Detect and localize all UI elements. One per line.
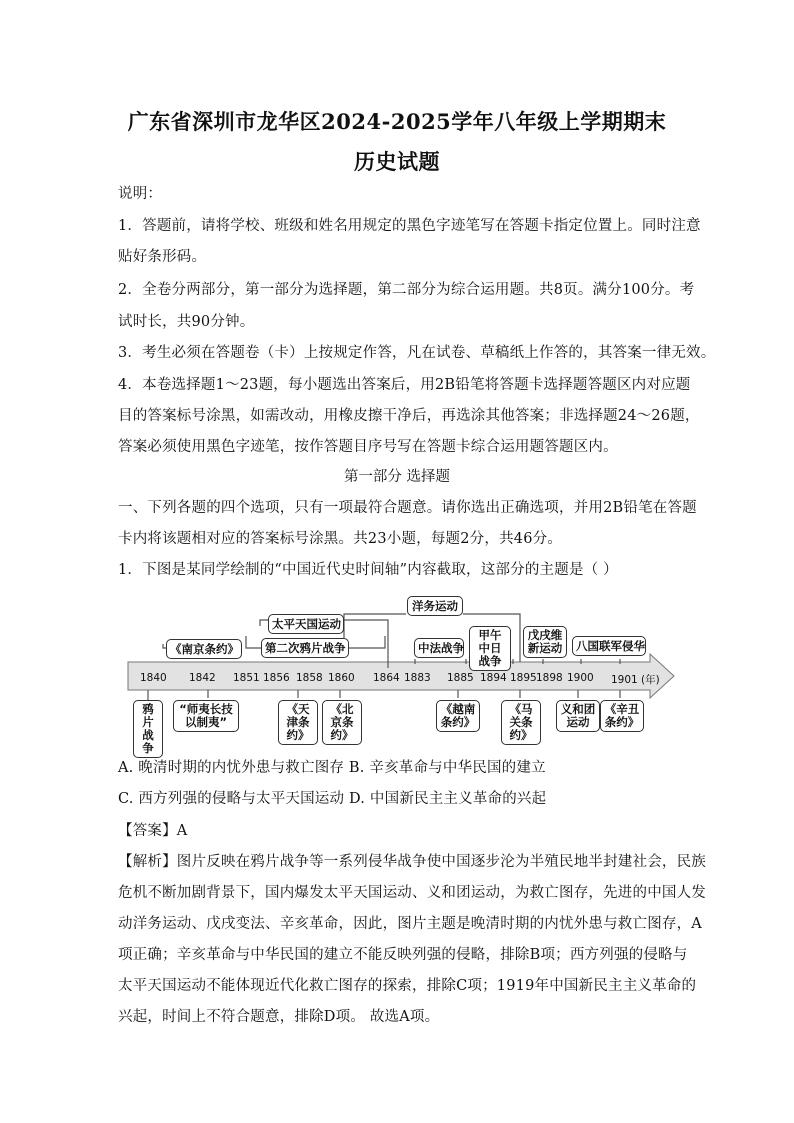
event-box: 第二次鸦片战争 <box>261 638 349 658</box>
year-label: 1851 <box>233 672 260 684</box>
event-box: 鸦片战争 <box>133 700 163 758</box>
instruction-line: 3．考生必须在答题卷（卡）上按规定作答，凡在试卷、草稿纸上作答的，其答案一律无效。 <box>118 345 716 361</box>
event-box: 《天津条约》 <box>278 700 318 745</box>
event-box: 《越南条约》 <box>436 700 480 732</box>
year-label: 1901 (年) <box>611 674 660 686</box>
section-intro-line: 卡内将该题相对应的答案标号涂黑。共23小题，每题2分，共46分。 <box>118 531 563 547</box>
analysis-line: 太平天国运动不能体现近代化救亡图存的探索，排除C项；1919年中国新民主主义革命的 <box>118 978 697 994</box>
exam-subject: 历史试题 <box>354 149 440 174</box>
timeline-figure <box>118 590 686 755</box>
event-box: 《马关条约》 <box>501 700 541 745</box>
instruction-line: 贴好条形码。 <box>118 249 207 265</box>
year-label: 1894 <box>480 672 507 684</box>
answer-option-line: C. 西方列强的侵略与太平天国运动 D. 中国新民主主义革命的兴起 <box>118 791 547 807</box>
question-stem: 1．下图是某同学绘制的“中国近代史时间轴”内容截取，这部分的主题是（ ） <box>118 562 618 578</box>
instruction-line: 试时长，共90分钟。 <box>118 314 255 330</box>
year-label: 1900 <box>567 672 594 684</box>
year-label: 1858 <box>296 672 323 684</box>
instruction-line: 目的答案标号涂黑，如需改动，用橡皮擦干净后，再选涂其他答案；非选择题24～26题， <box>118 408 700 424</box>
analysis-line: 项正确；辛亥革命与中华民国的建立不能反映列强的侵略，排除B项；西方列强的侵略与 <box>118 947 688 963</box>
instructions-heading: 说明： <box>118 186 163 202</box>
year-label: 1895 <box>510 672 537 684</box>
year-label: 1883 <box>404 672 431 684</box>
event-box: “师夷长技以制夷” <box>173 700 239 732</box>
event-box: 太平天国运动 <box>268 614 344 634</box>
event-box: 洋务运动 <box>407 596 463 616</box>
year-label: 1860 <box>328 672 355 684</box>
year-label: 1840 <box>140 672 167 684</box>
answer-label: 【答案】A <box>118 823 188 839</box>
year-label: 1842 <box>189 672 216 684</box>
instruction-line: 答案必须使用黑色字迹笔，按作答题目序号写在答题卡综合运用题答题区内。 <box>118 439 618 455</box>
event-box: 八国联军侵华 <box>572 636 646 656</box>
event-box: 《南京条约》 <box>166 639 242 659</box>
analysis-line: 【解析】图片反映在鸦片战争等一系列侵华战争使中国逐步沦为半殖民地半封建社会，民族 <box>118 854 706 870</box>
year-label: 1885 <box>447 672 474 684</box>
instruction-line: 1．答题前，请将学校、班级和姓名用规定的黑色字迹笔写在答题卡指定位置上。同时注意 <box>118 218 701 234</box>
analysis-line: 危机不断加剧背景下，国内爆发太平天国运动、义和团运动，为救亡图存，先进的中国人发 <box>118 885 706 901</box>
section-title: 第一部分 选择题 <box>343 469 451 485</box>
event-box: 《辛丑条约》 <box>600 700 644 732</box>
event-box: 甲午中日战争 <box>469 626 511 671</box>
year-label: 1856 <box>263 672 290 684</box>
year-label: 1864 <box>373 672 400 684</box>
year-label: 1898 <box>536 672 563 684</box>
event-box: 中法战争 <box>414 638 464 658</box>
event-box: 《北京条约》 <box>322 700 362 745</box>
instruction-line: 2．全卷分两部分，第一部分为选择题，第二部分为综合运用题。共8页。满分100分。考 <box>118 282 695 298</box>
event-box: 戊戌维新运动 <box>523 626 567 658</box>
analysis-line: 动洋务运动、戊戌变法、辛亥革命，因此，图片主题是晚清时期的内忧外患与救亡图存，A <box>118 916 702 932</box>
instruction-line: 4．本卷选择题1～23题，每小题选出答案后，用2B铅笔将答题卡选择题答题区内对应题 <box>118 377 691 393</box>
event-box: 义和团运动 <box>556 700 600 732</box>
answer-option-line: A. 晚清时期的内忧外患与救亡图存 B. 辛亥革命与中华民国的建立 <box>118 760 546 776</box>
exam-title: 广东省深圳市龙华区2024-2025学年八年级上学期期末 <box>127 109 667 134</box>
section-intro-line: 一、下列各题的四个选项，只有一项最符合题意。请你选出正确选项，并用2B铅笔在答题 <box>118 500 697 516</box>
analysis-line: 兴起，时间上不符合题意，排除D项。 故选A项。 <box>118 1009 440 1025</box>
